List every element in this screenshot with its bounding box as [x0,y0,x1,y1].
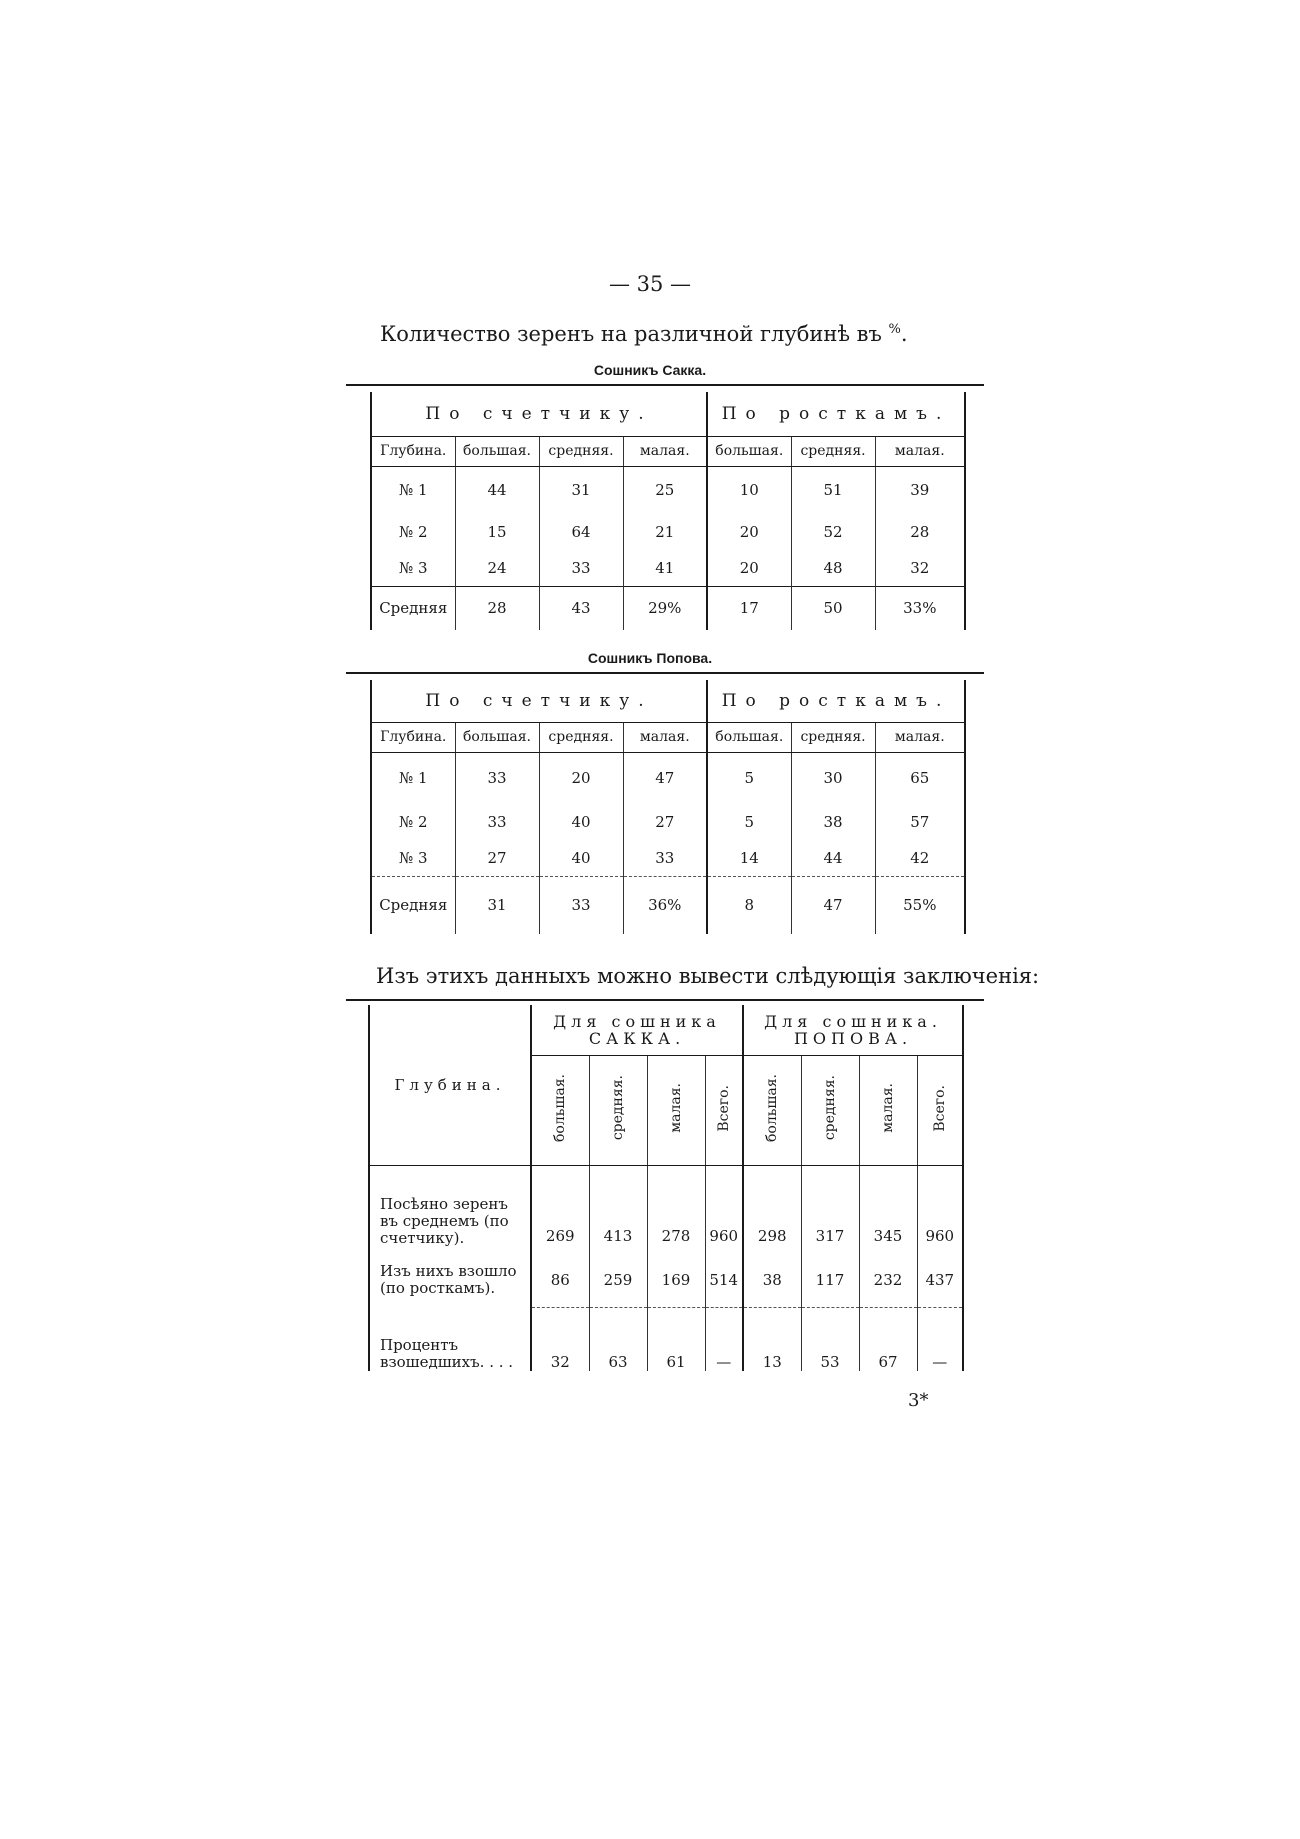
col-header-text: Всего. [931,1084,948,1132]
cell: 32 [875,550,965,586]
group-popova-line1: Для сошника. [764,1011,942,1031]
cell: 40 [539,804,623,840]
page-number: — 35 — [608,272,692,296]
cell: № 3 [371,840,455,876]
col-header-text: малая. [880,1083,896,1133]
table1-header: Глубина. [371,436,455,466]
table1-header: малая. [875,436,965,466]
cell: 42 [875,840,965,876]
table1-header: средняя. [791,436,875,466]
cell: 31 [455,876,539,934]
table2-top-rule [346,672,984,674]
cell: 30 [791,752,875,804]
cell: 5 [744,813,755,831]
cell: 14 [739,848,759,867]
cell: № 1 [371,752,455,804]
group-popova-line2: ПОПОВА. [793,1028,913,1048]
cell: 15 [455,514,539,550]
cell: 86 [550,1270,570,1289]
row-label: Изъ нихъ взошло (по росткамъ). [369,1253,531,1307]
cell: 17 [707,586,791,630]
cell: 8 [707,876,791,934]
table3 [368,1005,964,1371]
cell: 47 [791,876,875,934]
cell: 39 [875,466,965,514]
cell: Средняя [371,876,455,934]
table2-header: средняя. [791,722,875,752]
table3-col-header [531,1055,589,1165]
table2-caption: Сошникъ Попова. [587,650,713,666]
cell: 38 [791,804,875,840]
cell: № 3 [371,550,455,586]
cell: 33 [539,876,623,934]
cell: 317 [801,1165,859,1253]
cell: 61 [647,1307,705,1371]
cell: 169 [647,1253,705,1307]
table-row [371,804,965,840]
row-label: Посѣяно зеренъ въ среднемъ (по счетчику). [369,1165,531,1253]
cell: 514 [705,1253,743,1307]
table1-header: средняя. [539,436,623,466]
cell: 33 [455,752,539,804]
cell: 57 [875,804,965,840]
table-row [371,752,965,804]
table-row [369,1253,963,1307]
cell: 41 [623,550,707,586]
cell: 33 [539,550,623,586]
cell: 53 [801,1307,859,1371]
signature-mark: 3* [908,1390,929,1411]
table2-header: малая. [623,722,707,752]
cell: — [705,1307,743,1371]
cell: № 1 [371,466,455,514]
cell: 38 [762,1270,782,1289]
group-sakka-line2: САККА. [588,1028,686,1048]
table1-header: малая. [623,436,707,466]
cell: 20 [739,523,759,541]
cell: 67 [859,1307,917,1371]
cell: 28 [455,586,539,630]
cell: 55% [875,876,965,934]
table2-header: Глубина. [371,722,455,752]
table-row [371,840,965,876]
cell: 40 [539,840,623,876]
cell: 27 [623,804,707,840]
table2-header: малая. [875,722,965,752]
page-title [380,322,908,346]
group-sakka-line1: Для сошника [553,1011,721,1031]
table3-col-header [859,1055,917,1165]
cell: 278 [647,1165,705,1253]
table3-col-header [589,1055,647,1165]
table2 [370,680,966,934]
table-row-average [371,586,965,630]
cell: 10 [739,481,759,500]
cell: 51 [791,466,875,514]
table2-group-sprouts: По росткамъ. [707,680,965,722]
cell: 960 [917,1165,963,1253]
col-header-text: средняя. [610,1075,626,1141]
table1-header: большая. [455,436,539,466]
cell: 24 [455,550,539,586]
col-header-text: малая. [668,1083,684,1133]
cell: № 2 [371,804,455,840]
table-row [371,466,965,514]
cell: 298 [757,1227,787,1245]
cell: 48 [791,550,875,586]
table1-top-rule [346,384,984,386]
table-row [371,514,965,550]
table2-header: средняя. [539,722,623,752]
title-end: . [900,322,908,346]
cell: 232 [859,1253,917,1307]
col-header-text: большая. [764,1073,781,1143]
cell: 64 [539,514,623,550]
table3-top-rule [346,999,984,1001]
cell: 13 [743,1307,801,1371]
conclusion-text: Изъ этихъ данныхъ можно вывести слѣдующія заключенія: [376,964,1040,988]
cell: 5 [744,769,755,788]
cell: 44 [791,840,875,876]
cell: 28 [875,514,965,550]
cell: 437 [917,1253,963,1307]
cell: 27 [455,840,539,876]
cell: 33 [455,804,539,840]
cell: 43 [539,586,623,630]
cell: Средняя [371,586,455,630]
cell: 33 [623,840,707,876]
col-header-text: большая. [552,1073,569,1143]
table3-group-popova [743,1005,963,1055]
cell: 50 [791,586,875,630]
cell: 33% [875,586,965,630]
cell: 36% [623,876,707,934]
cell: 960 [705,1165,743,1253]
cell: 44 [455,466,539,514]
table1-group-sprouts: По росткамъ. [707,392,965,436]
title-text: Количество зеренъ на различной глубинѣ въ [380,322,882,346]
cell: 269 [545,1227,575,1245]
row-label: Процентъ взошедшихъ. . . . [369,1307,531,1371]
col-header-text: средняя. [822,1075,838,1141]
cell: 345 [859,1165,917,1253]
cell: 259 [589,1253,647,1307]
cell: 25 [623,466,707,514]
table3-col-header [917,1055,963,1165]
cell: 20 [739,558,759,577]
table-row-average [371,876,965,934]
col-header-text: Всего. [715,1084,732,1132]
table3-col-header [705,1055,743,1165]
table1-group-counter: По счетчику. [371,392,707,436]
cell: 21 [623,514,707,550]
table2-header: большая. [707,722,791,752]
cell: № 2 [371,514,455,550]
cell: 29% [623,586,707,630]
table1 [370,392,966,630]
cell: 63 [589,1307,647,1371]
cell: — [917,1307,963,1371]
table-row [371,550,965,586]
depth-header-text: Глубина. [394,1075,506,1094]
cell: 32 [531,1307,589,1371]
table-row [369,1307,963,1371]
table3-depth-header [369,1005,531,1165]
table2-group-counter: По счетчику. [371,680,707,722]
table-row [369,1165,963,1253]
cell: 52 [791,514,875,550]
title-percent: % [888,322,901,337]
cell: 65 [875,752,965,804]
table1-caption: Сошникъ Сакка. [593,362,707,378]
cell: 413 [589,1165,647,1253]
table1-header: большая. [707,436,791,466]
table3-col-header [801,1055,859,1165]
table3-col-header [647,1055,705,1165]
table3-col-header [743,1055,801,1165]
cell: 47 [623,752,707,804]
table3-group-sakka [531,1005,743,1055]
table2-header: большая. [455,722,539,752]
cell: 20 [539,752,623,804]
cell: 31 [539,466,623,514]
cell: 117 [801,1253,859,1307]
